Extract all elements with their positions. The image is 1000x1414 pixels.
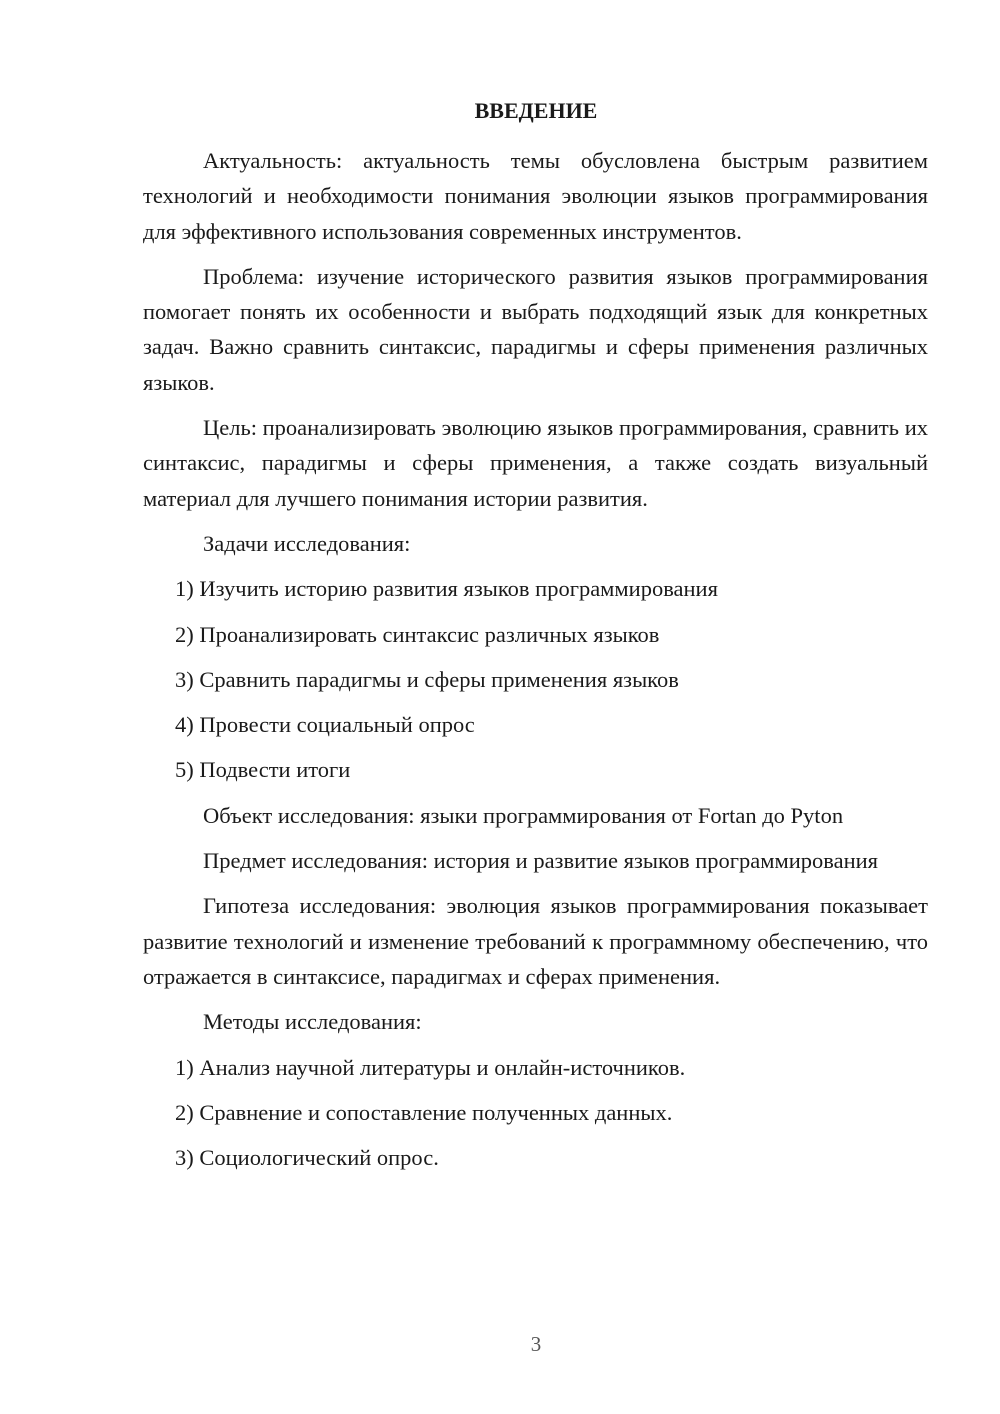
hypothesis-paragraph: Гипотеза исследования: эволюция языков программирования показывает развитие технологий и изменение требований к программному обеспечению, что отражается в синтаксисе, парадигмах и сферах применения. <box>143 893 928 989</box>
task-item: 4) Провести социальный опрос <box>175 712 475 738</box>
method-item: 2) Сравнение и сопоставление полученных данных. <box>175 1099 673 1125</box>
goal-paragraph: Цель: проанализировать эволюцию языков программирования, сравнить их синтаксис, парадигмы и сферы применения, а также создать визуальный материал для лучшего понимания истории развития. <box>143 415 928 511</box>
page-title: ВВЕДЕНИЕ <box>474 98 598 123</box>
page-content <box>143 143 928 1185</box>
task-item: 5) Подвести итоги <box>175 757 351 783</box>
problem-paragraph: Проблема: изучение исторического развития языков программирования помогает понять их особенности и выбрать подходящий язык для конкретных задач. Важно сравнить синтаксис, парадигмы и сферы применения различных языков. <box>143 263 928 395</box>
method-item: 1) Анализ научной литературы и онлайн-источников. <box>175 1054 686 1080</box>
method-item: 3) Социологический опрос. <box>175 1145 439 1171</box>
task-item: 2) Проанализировать синтаксис различных языков <box>175 621 660 647</box>
object-paragraph: Объект исследования: языки программирования от Fortan до Pyton <box>203 802 844 828</box>
task-item: 3) Сравнить парадигмы и сферы применения языков <box>175 666 679 692</box>
page-number: 3 <box>530 1332 542 1356</box>
subject-paragraph: Предмет исследования: история и развитие языков программирования <box>203 848 878 874</box>
task-item: 1) Изучить историю развития языков программирования <box>175 576 718 602</box>
tasks-heading: Задачи исследования: <box>203 530 411 556</box>
relevance-paragraph: Актуальность: актуальность темы обусловлена быстрым развитием технологий и необходимости понимания эволюции языков программирования для эффективного использования современных инструментов. <box>143 148 928 244</box>
methods-heading: Методы исследования: <box>203 1009 422 1035</box>
